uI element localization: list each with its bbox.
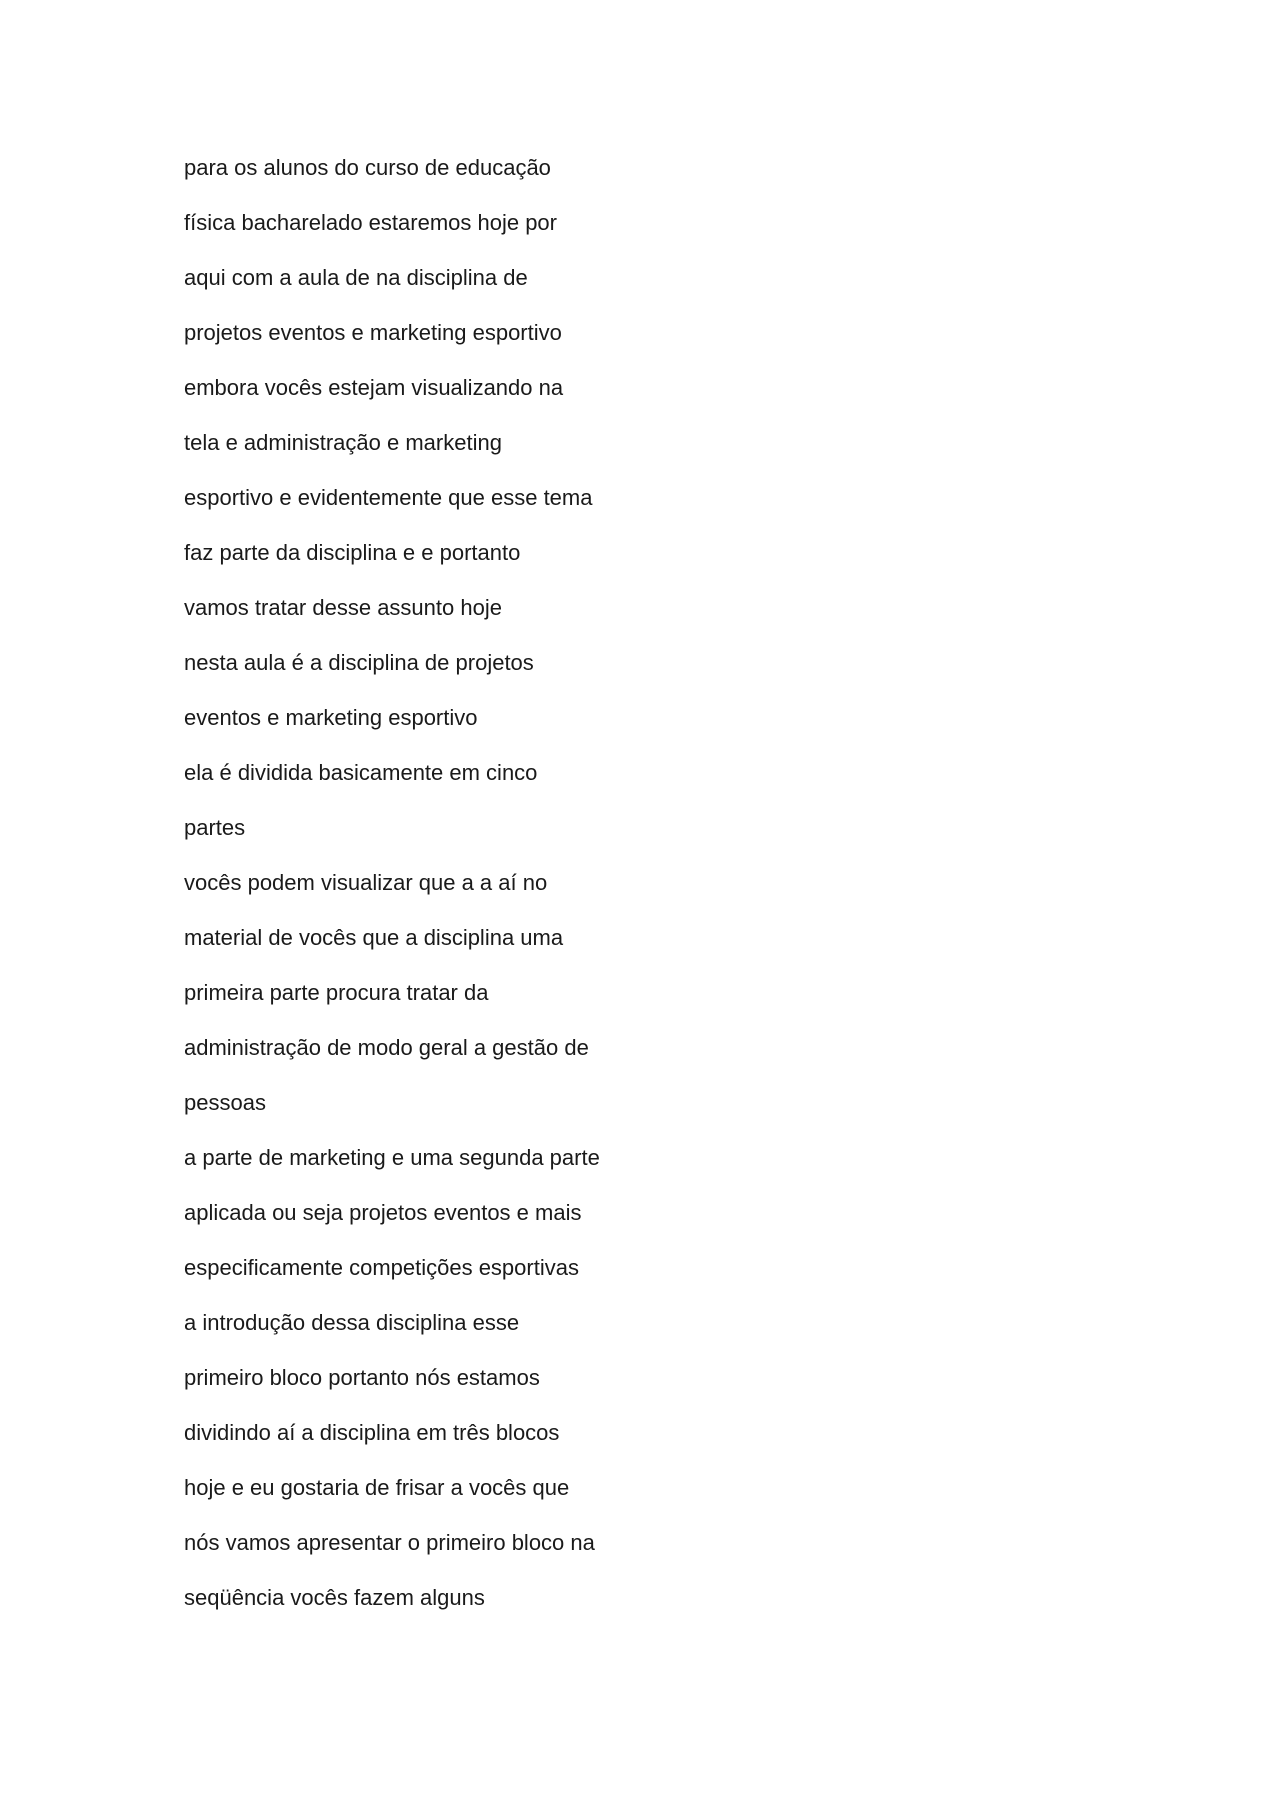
text-line: ela é dividida basicamente em cinco bbox=[184, 760, 538, 785]
text-line: eventos e marketing esportivo bbox=[184, 705, 478, 730]
text-line: vocês podem visualizar que a a aí no bbox=[184, 870, 548, 895]
text-line: hoje e eu gostaria de frisar a vocês que bbox=[184, 1475, 570, 1500]
text-line: vamos tratar desse assunto hoje bbox=[184, 595, 502, 620]
text-line: aplicada ou seja projetos eventos e mais bbox=[184, 1200, 582, 1225]
text-line: a introdução dessa disciplina esse bbox=[184, 1310, 520, 1335]
text-line: faz parte da disciplina e e portanto bbox=[184, 540, 521, 565]
text-line: dividindo aí a disciplina em três blocos bbox=[184, 1420, 560, 1445]
text-line: esportivo e evidentemente que esse tema bbox=[184, 485, 593, 510]
transcript-text bbox=[184, 152, 1084, 1637]
text-line: primeiro bloco portanto nós estamos bbox=[184, 1365, 540, 1390]
text-line: material de vocês que a disciplina uma bbox=[184, 925, 564, 950]
text-line: nós vamos apresentar o primeiro bloco na bbox=[184, 1530, 595, 1555]
text-line: embora vocês estejam visualizando na bbox=[184, 375, 564, 400]
text-line: nesta aula é a disciplina de projetos bbox=[184, 650, 534, 675]
text-line: projetos eventos e marketing esportivo bbox=[184, 320, 562, 345]
text-line: partes bbox=[184, 815, 246, 840]
text-line: seqüência vocês fazem alguns bbox=[184, 1585, 485, 1610]
text-line: especificamente competições esportivas bbox=[184, 1255, 579, 1280]
text-line: física bacharelado estaremos hoje por bbox=[184, 210, 557, 235]
text-line: pessoas bbox=[184, 1090, 266, 1115]
text-line: primeira parte procura tratar da bbox=[184, 980, 489, 1005]
text-line: para os alunos do curso de educação bbox=[184, 155, 551, 180]
text-line: administração de modo geral a gestão de bbox=[184, 1035, 589, 1060]
text-line: tela e administração e marketing bbox=[184, 430, 502, 455]
text-line: aqui com a aula de na disciplina de bbox=[184, 265, 528, 290]
text-line: a parte de marketing e uma segunda parte bbox=[184, 1145, 600, 1170]
